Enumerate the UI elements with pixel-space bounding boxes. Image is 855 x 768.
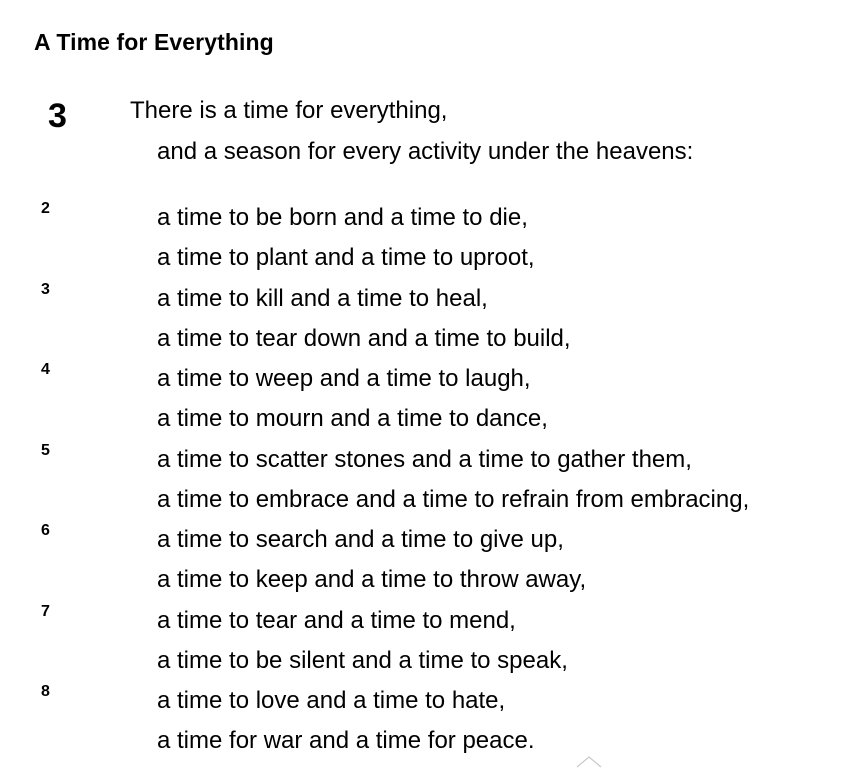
section-heading: A Time for Everything: [34, 29, 274, 55]
verse-number: 8: [41, 683, 50, 700]
verse-line: a time to embrace and a time to refrain from embracing,: [157, 486, 750, 513]
intro-line: and a season for every activity under the heavens:: [157, 138, 694, 165]
verse-line: a time to tear and a time to mend,: [157, 607, 516, 634]
verse-line: a time to be born and a time to die,: [157, 204, 528, 231]
verse-line: a time to plant and a time to uproot,: [157, 244, 535, 271]
verse-number: 3: [41, 281, 50, 298]
intro-line: There is a time for everything,: [130, 97, 448, 124]
verse-number: 5: [41, 442, 50, 459]
chapter-number: 3: [48, 97, 67, 135]
verse-number: 7: [41, 603, 50, 620]
verse-line: a time to scatter stones and a time to gather them,: [157, 446, 692, 473]
verse-line: a time to kill and a time to heal,: [157, 285, 488, 312]
verse-line: a time to love and a time to hate,: [157, 687, 506, 714]
verse-line: a time to weep and a time to laugh,: [157, 365, 531, 392]
verse-number: 6: [41, 522, 50, 539]
verse-line: a time to mourn and a time to dance,: [157, 405, 548, 432]
verse-line: a time for war and a time for peace.: [157, 727, 535, 754]
verse-line: a time to search and a time to give up,: [157, 526, 564, 553]
verse-number: 2: [41, 200, 50, 217]
verse-number: 4: [41, 361, 50, 378]
verse-line: a time to be silent and a time to speak,: [157, 647, 568, 674]
verse-line: a time to keep and a time to throw away,: [157, 566, 587, 593]
verse-line: a time to tear down and a time to build,: [157, 325, 571, 352]
